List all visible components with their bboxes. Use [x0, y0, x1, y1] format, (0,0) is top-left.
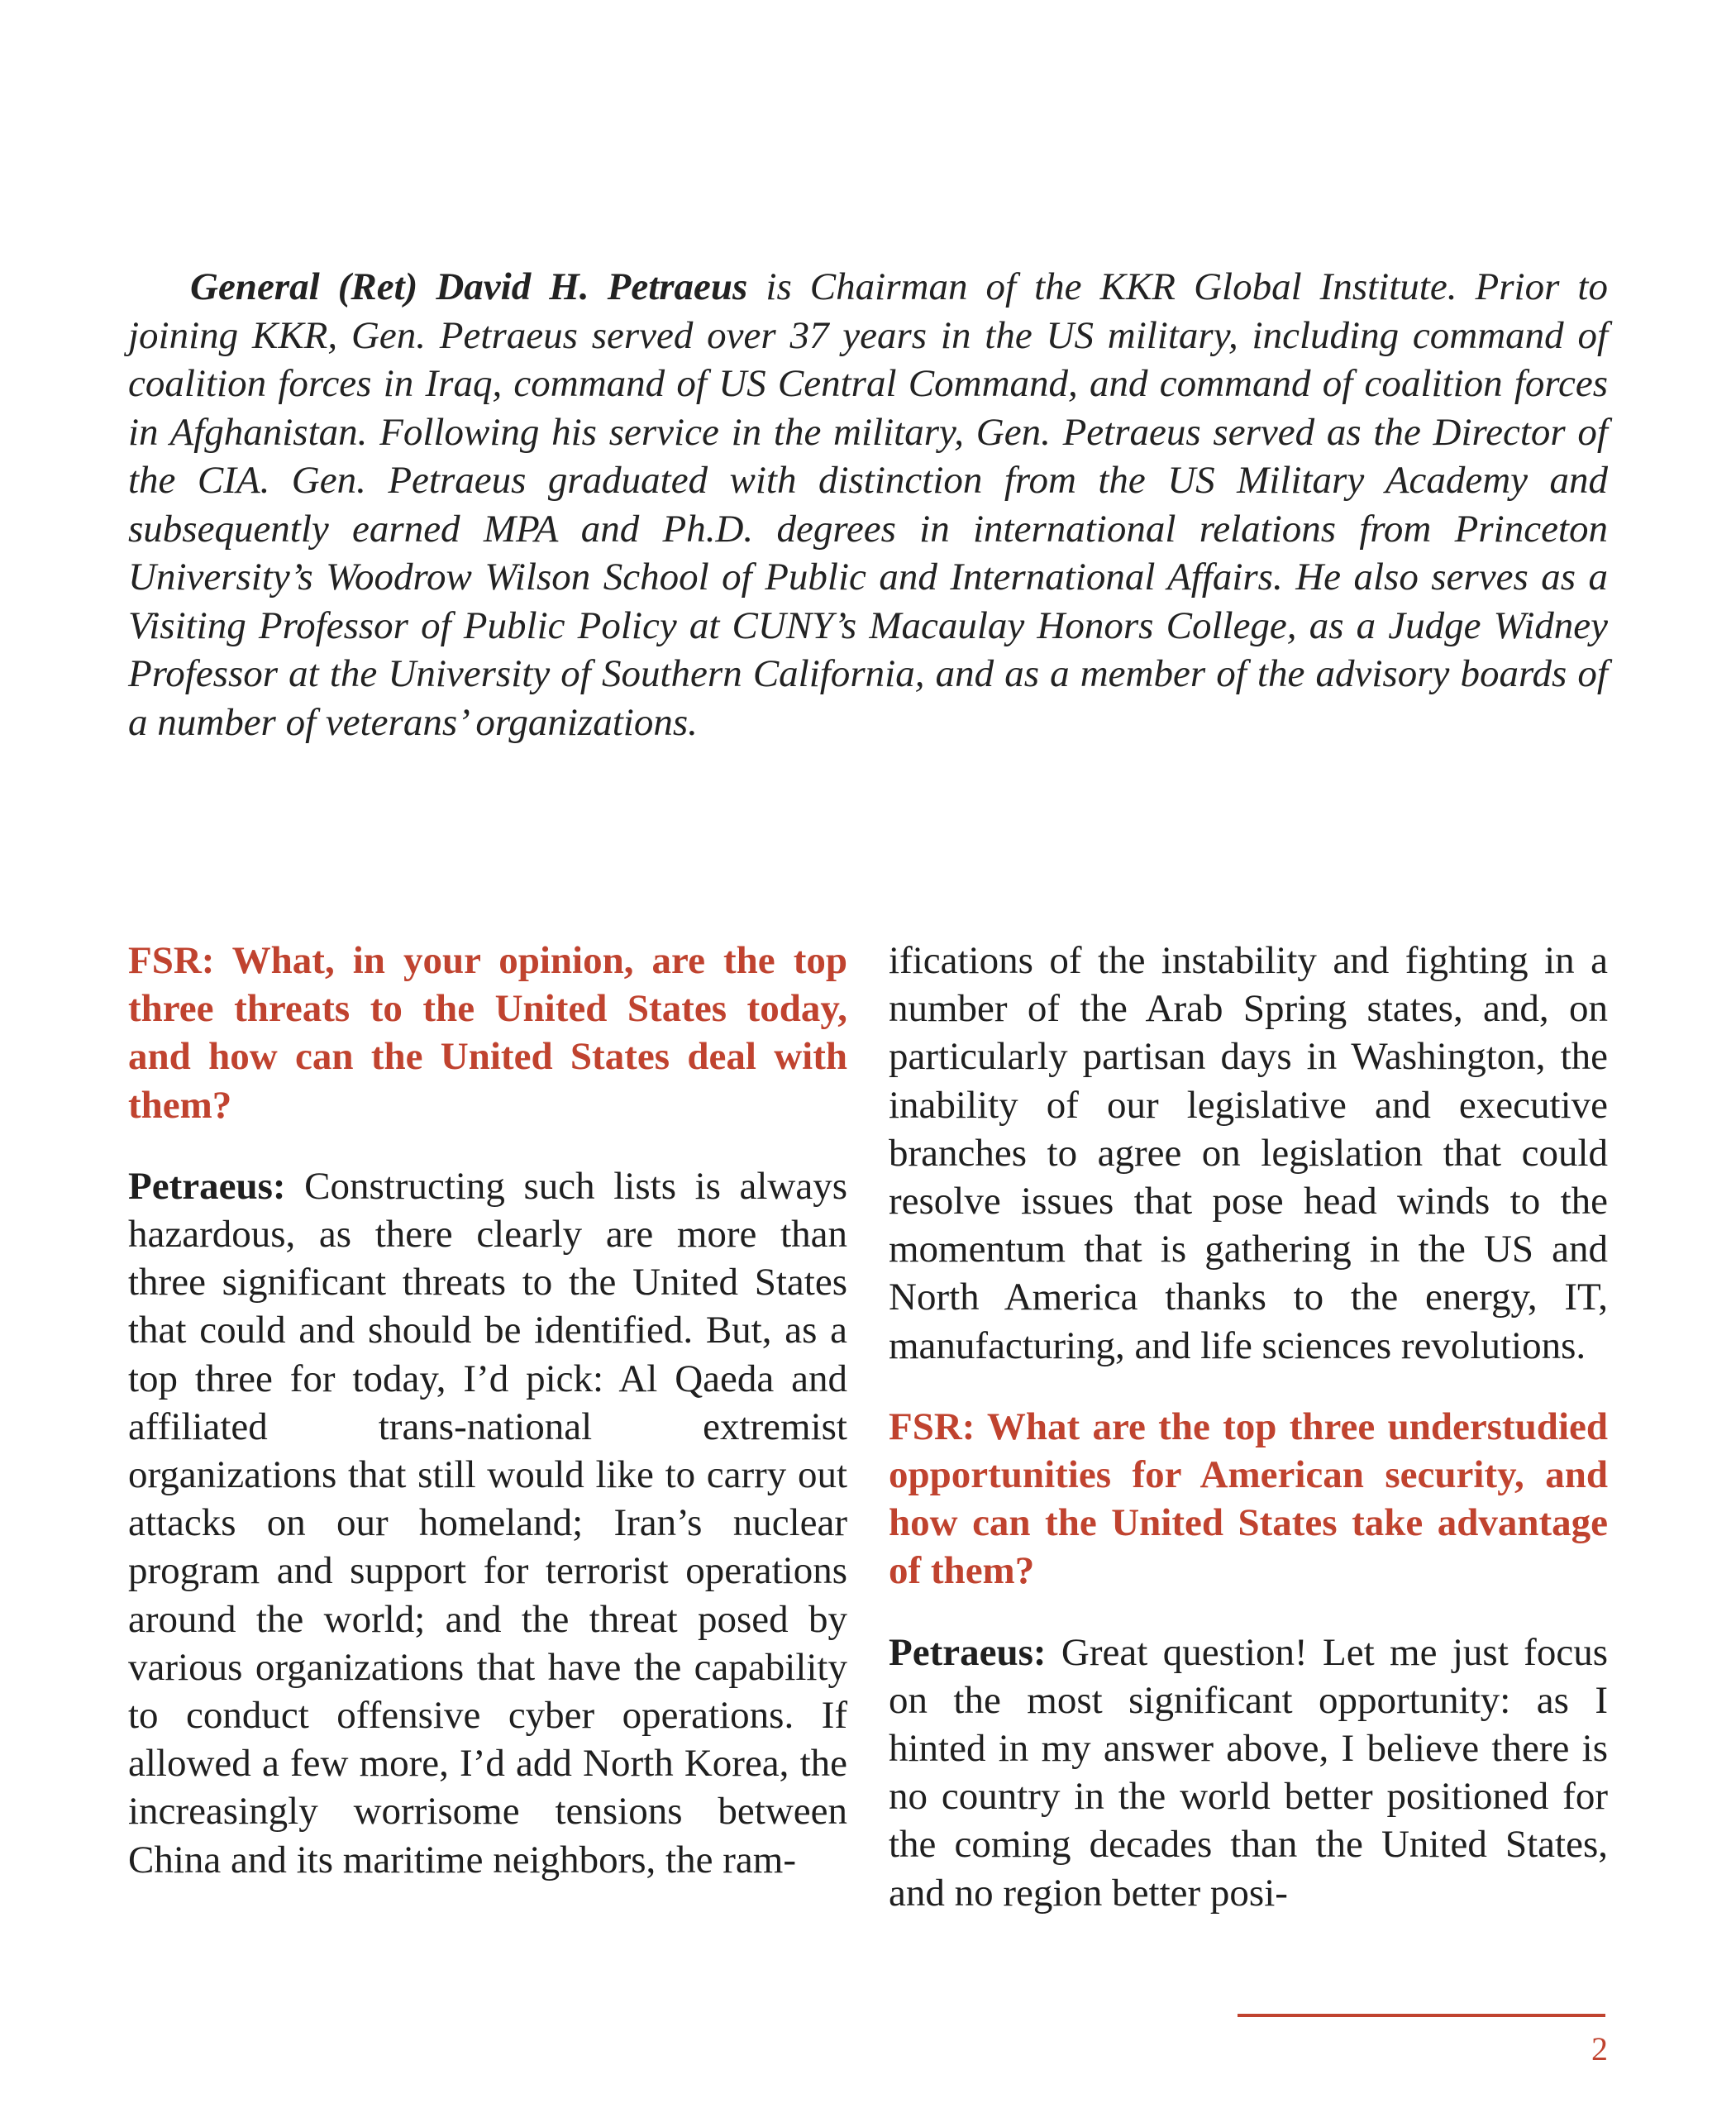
answer-1-part-2: ifications of the instability and fighting in a number of the Arab Spring states, and, on particularly partisan days in Washington, the inability of our legislative and executive branches to agree on legislation that could resolve issues that pose head winds to the momentum that is gathering in the US and North America thanks to the energy, IT, manufacturing, and life sciences revolutions. [889, 939, 1608, 1367]
right-column [889, 937, 1608, 1950]
question-1: FSR: What, in your opinion, are the top three threats to the United States today, and how can the United States deal with them? [128, 939, 847, 1127]
answer-2-speaker: Petraeus: [889, 1630, 1047, 1674]
author-name: General (Ret) David H. Petraeus [190, 265, 748, 308]
answer-1-text-part-1: Constructing such lists is always hazardous, as there clearly are more than three significant threats to the United States that could and should be identified. But, as a top three for today, I’d pick: Al Qaeda and affiliated trans-national extremist organizations that still would like to carry out attacks on our homeland; Iran’s nuclear program and support for terrorist operations around the world; and the threat posed by various organizations that have the capability to conduct offensive cyber operations. If allowed a few more, I’d add North Korea, the increasingly worrisome tensions between China and its maritime neighbors, the ram [128, 1164, 847, 1881]
question-2: FSR: What are the top three understudied opportunities for American security, and how can the United States take advantage of them? [889, 1405, 1608, 1593]
answer-1-part-1: Petraeus: Constructing such lists is always hazardous, as there clearly are more than three significant threats to the United States that could and should be identified. But, as a top three for today, I’d pick: Al Qaeda and affiliated trans-national extremist organizations that still would like to carry out attacks on our homeland; Iran’s nuclear program and support for terrorist operations around the world; and the threat posed by various organizations that have the capability to conduct offensive cyber operations. If allowed a few more, I’d add North Korea, the increasingly worrisome tensions between China and its maritime neighbors, the ram- [128, 1164, 847, 1881]
answer-2 [889, 1629, 1608, 1917]
author-bio [128, 263, 1608, 746]
answer-1-speaker: Petraeus: [128, 1164, 286, 1208]
author-bio-text: is Chairman of the KKR Global Institute. Prior to joining KKR, Gen. Petraeus served over 37 years in the US military, including command of coalition forces in Iraq, command of US Central Command, and command of coalition forces in Afghanistan. Following his service in the military, Gen. Petraeus served as the Director of the CIA. Gen. Petraeus graduated with distinction from the US Military Academy and subsequently earned MPA and Ph.D. degrees in international relations from Princeton University’s Woodrow Wilson School of Public and International Affairs. He also serves as a Visiting Professor of Public Policy at CUNY’s Macaulay Honors College, as a Judge Widney Professor at the University of Southern California, and as a member of the advisory boards of a number of veterans’ organizations. [128, 265, 1608, 744]
footer-rule [1238, 2014, 1605, 2017]
left-column [128, 937, 847, 1917]
page-number: 2 [1591, 2030, 1608, 2067]
answer-2-text: Great question! Let me just focus on the most significant opportunity: as I hinted in my answer above, I believe there is no country in the world better positioned for the coming decades than the United States, and no region better posi- [889, 1630, 1608, 1915]
